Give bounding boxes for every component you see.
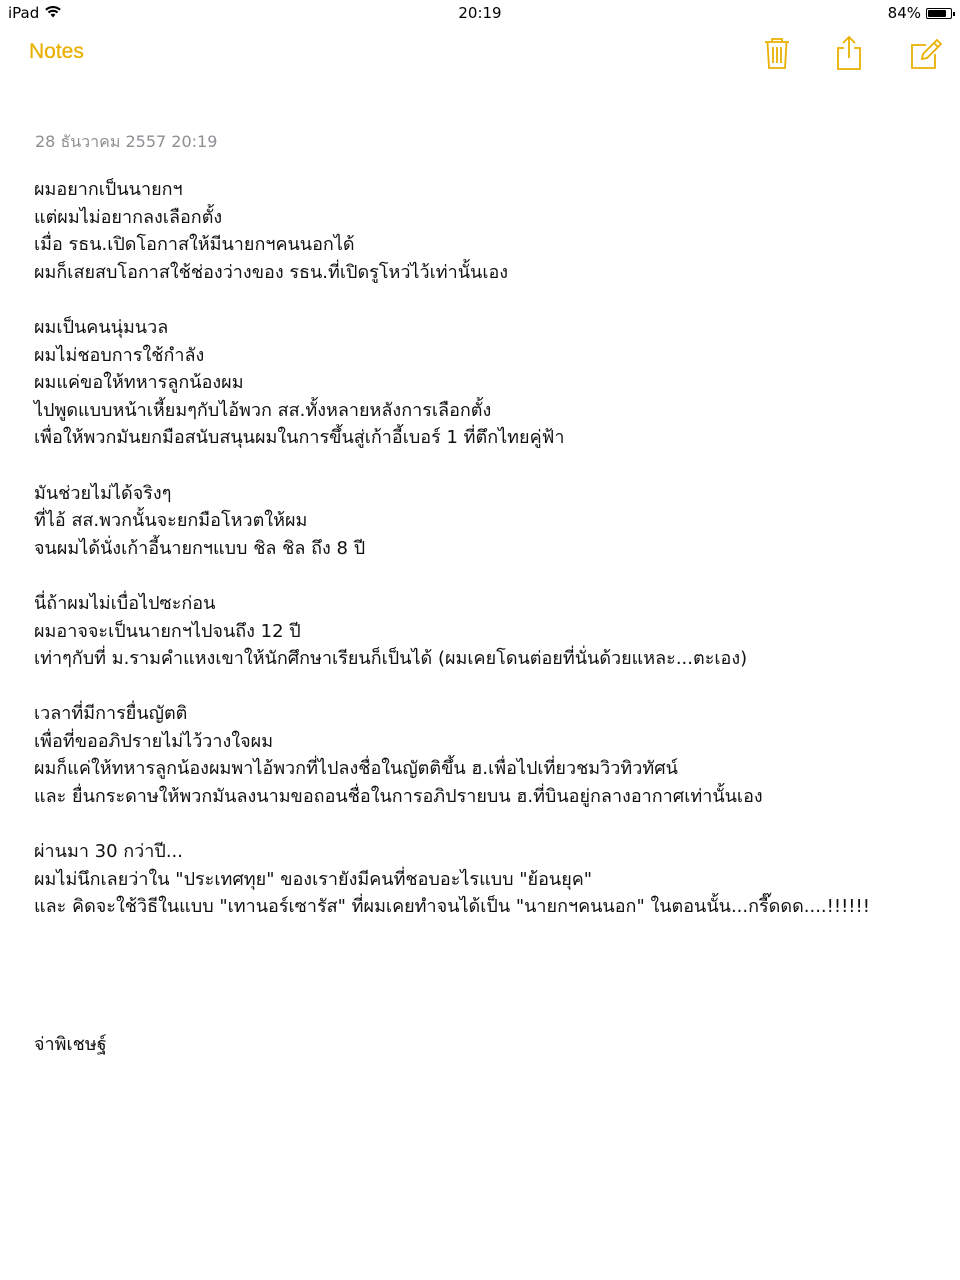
battery-percent: 84% (887, 4, 921, 22)
paragraph-gap (34, 1004, 934, 1032)
status-time: 20:19 (458, 4, 502, 22)
note-line: ผมไม่นึกเลยว่าใน "ประเทศทุย" ของเรายังมีคนที่ชอบอะไรแบบ "ย้อนยุค" (34, 868, 593, 890)
note-line: ผมไม่ชอบการใช้กำลัง (34, 344, 205, 366)
battery-icon (926, 8, 952, 19)
note-line: และ คิดจะใช้วิธีในแบบ "เทานอร์เซารัส" ที่ผมเคยทำจนได้เป็น "นายกฯคนนอก" ในตอนนั้น...กรี๊ดดด....!!!!!! (34, 896, 870, 918)
compose-icon[interactable] (908, 34, 942, 72)
note-line: เมื่อ รธน.เปิดโอกาสให้มีนายกฯคนนอกได้ (34, 234, 355, 256)
note-line: เวลาที่มีการยื่นญัตติ (34, 703, 188, 725)
paragraph-gap (34, 286, 934, 314)
note-line: และ ยื่นกระดาษให้พวกมันลงนามขอถอนชื่อในการอภิปรายบน ฮ.ที่บินอยู่กลางอากาศเท่านั้นเอง (34, 786, 763, 808)
note-line: เพื่อที่ขออภิปรายไม่ไว้วางใจผม (34, 730, 274, 752)
paragraph-gap (34, 921, 934, 949)
note-line: ไปพูดแบบหน้าเหี้ยมๆกับไอ้พวก สส.ทั้งหลายหลังการเลือกตั้ง (34, 399, 492, 421)
note-line: ที่ไอ้ สส.พวกนั้นจะยกมือโหวตให้ผม (34, 510, 308, 532)
note-line: ผมเป็นคนนุ่มนวล (34, 316, 169, 338)
paragraph-gap (34, 976, 934, 1004)
trash-icon[interactable] (760, 34, 794, 72)
share-icon[interactable] (832, 34, 866, 72)
note-date: 28 ธันวาคม 2557 20:19 (35, 132, 218, 151)
note-line: เท่าๆกับที่ ม.รามคำแหงเขาให้นักศึกษาเรียนก็เป็นได้ (ผมเคยโดนต่อยที่นั่นด้วยแหละ...ตะเอง) (34, 648, 748, 670)
paragraph-gap (34, 949, 934, 977)
note-line: ผมอยากเป็นนายกฯ (34, 179, 183, 200)
note-line: ผมแค่ขอให้ทหารลูกน้องผม (34, 372, 244, 394)
device-name: iPad (8, 4, 40, 22)
note-line: มันช่วยไม่ได้จริงๆ (34, 482, 172, 504)
note-line: ผมอาจจะเป็นนายกฯไปจนถึง 12 ปี (34, 620, 301, 642)
status-bar (0, 0, 960, 26)
note-line: ผมก็แค่ให้ทหารลูกน้องผมพาไอ้พวกที่ไปลงชื่อในญัตติขึ้น ฮ.เพื่อไปเที่ยวชมวิวทิวทัศน์ (34, 758, 678, 780)
note-line: จนผมได้นั่งเก้าอี้นายกฯแบบ ชิล ชิล ถึง 8 ปี (34, 537, 366, 559)
status-right (888, 4, 952, 22)
paragraph-gap (34, 673, 934, 701)
nav-bar (0, 26, 960, 82)
note-line: เพื่อให้พวกมันยกมือสนับสนุนผมในการขึ้นสู่เก้าอี้เบอร์ 1 ที่ตึกไทยคู่ฟ้า (34, 427, 565, 449)
notes-back-button[interactable]: Notes (29, 40, 84, 63)
paragraph-gap (34, 562, 934, 590)
paragraph-gap (34, 811, 934, 839)
note-line: ผมก็เสยสบโอกาสใช้ช่องว่างของ รธน.ที่เปิดรูโหว่ไว้เท่านั้นเอง (34, 261, 509, 283)
note-line: แต่ผมไม่อยากลงเลือกตั้ง (34, 206, 223, 228)
note-body[interactable] (34, 176, 934, 1059)
note-signature: จ่าพิเชษฐ์ (34, 1034, 107, 1056)
note-line: ผ่านมา 30 กว่าปี... (34, 841, 183, 863)
paragraph-gap (34, 452, 934, 480)
battery-fill (928, 10, 946, 17)
battery-tip (953, 12, 955, 16)
note-content[interactable] (34, 128, 934, 1059)
note-line: นี่ถ้าผมไม่เบื่อไปซะก่อน (34, 592, 216, 614)
